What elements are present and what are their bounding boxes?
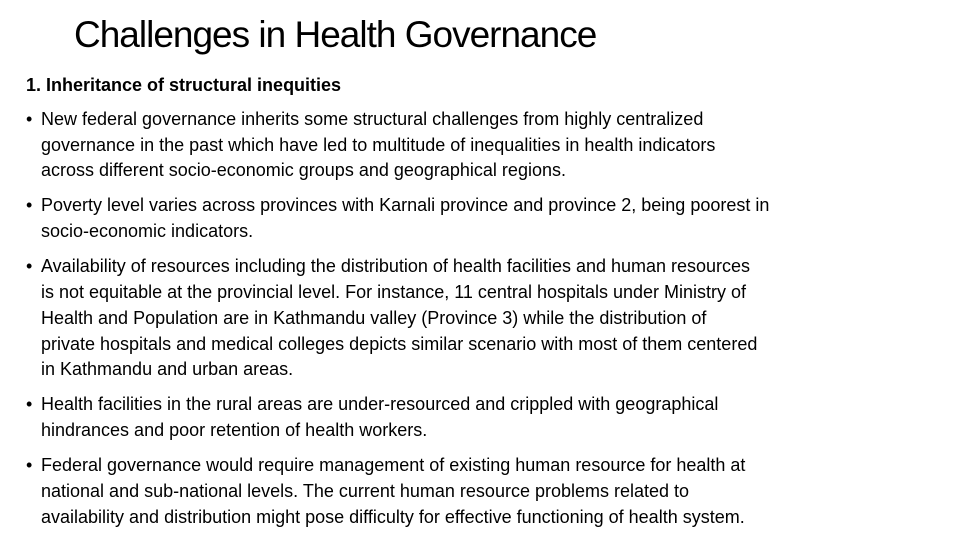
bullet-item	[26, 107, 936, 184]
bullet-item	[26, 392, 936, 444]
bullet-icon: •	[26, 256, 33, 277]
section-heading: 1. Inheritance of structural inequities	[26, 75, 342, 95]
bullet-line: is not equitable at the provincial level. For instance, 11 central hospitals under Ministry of	[41, 281, 747, 302]
bullet-item	[26, 193, 936, 245]
bullet-line: hindrances and poor retention of health workers.	[41, 420, 428, 441]
bullet-line: New federal governance inherits some structural challenges from highly centralized	[41, 108, 704, 129]
bullet-line: Health and Population are in Kathmandu valley (Province 3) while the distribution of	[41, 307, 707, 328]
bullet-line: Poverty level varies across provinces with Karnali province and province 2, being poorest in	[41, 195, 770, 216]
bullet-icon: •	[26, 195, 33, 216]
bullet-icon: •	[26, 455, 33, 476]
bullet-line: private hospitals and medical colleges depicts similar scenario with most of them centered	[41, 333, 758, 354]
bullet-line: in Kathmandu and urban areas.	[41, 359, 294, 380]
bullet-line: socio-economic indicators.	[41, 221, 254, 242]
bullet-line: Availability of resources including the distribution of health facilities and human resources	[41, 256, 751, 277]
bullet-icon: •	[26, 108, 33, 129]
bullet-line: availability and distribution might pose difficulty for effective functioning of health system.	[41, 506, 745, 527]
slide-title: Challenges in Health Governance	[74, 14, 597, 55]
bullet-item	[26, 453, 936, 530]
bullet-icon: •	[26, 394, 33, 415]
slide-content	[26, 73, 936, 540]
bullet-line: governance in the past which have led to multitude of inequalities in health indicators	[41, 134, 716, 155]
bullet-line: across different socio-economic groups and geographical regions.	[41, 160, 566, 181]
bullet-item	[26, 254, 936, 383]
bullet-line: Federal governance would require management of existing human resource for health at	[41, 455, 746, 476]
bullet-line: Health facilities in the rural areas are under-resourced and crippled with geographical	[41, 394, 719, 415]
bullet-line: national and sub-national levels. The current human resource problems related to	[41, 480, 690, 501]
bullet-list	[26, 107, 936, 531]
